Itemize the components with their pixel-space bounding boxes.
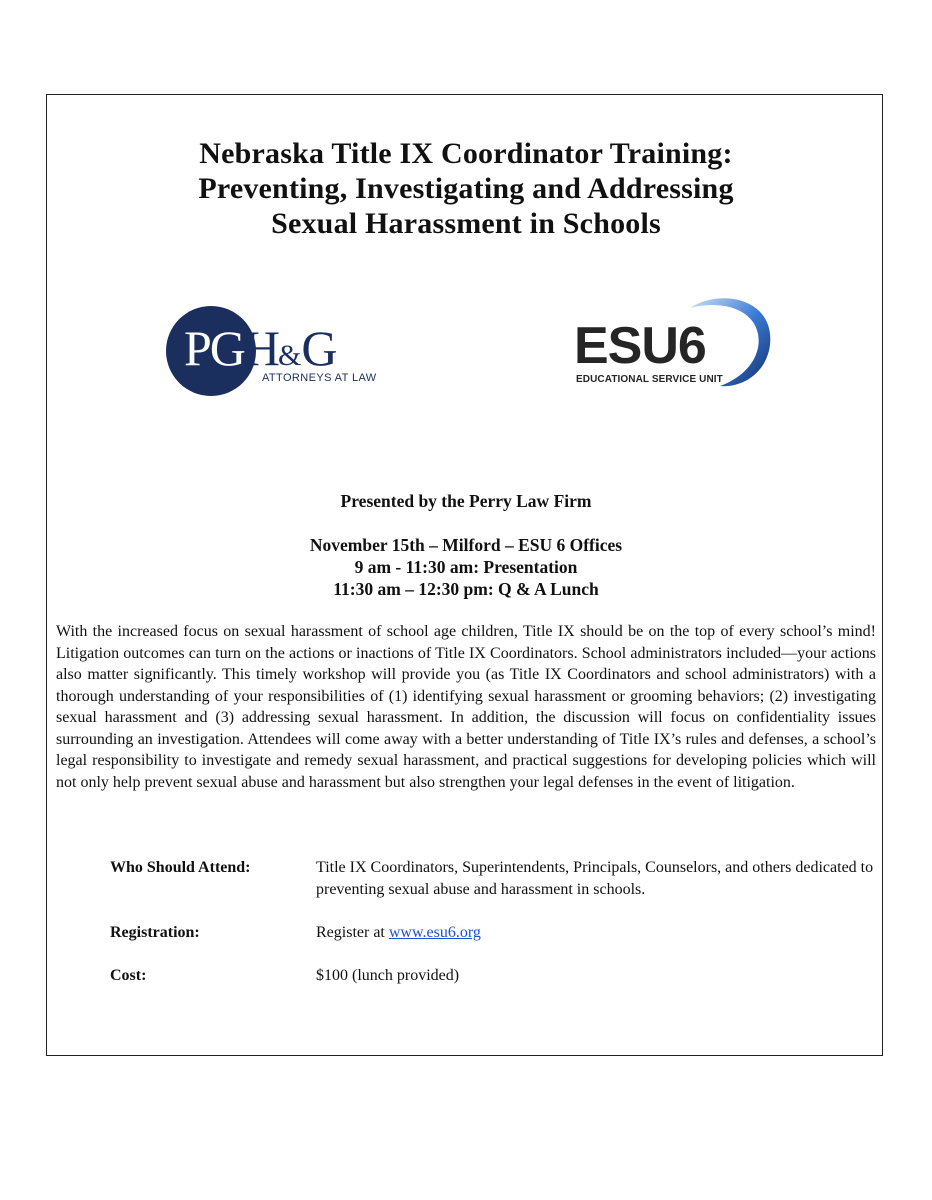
event-date-location: November 15th – Milford – ESU 6 Offices	[309, 535, 623, 555]
pghg-logo-subtitle: ATTORNEYS AT LAW	[262, 372, 377, 384]
event-presentation-time: 9 am - 11:30 am: Presentation	[354, 557, 578, 577]
who-should-attend-value: Title IX Coordinators, Superintendents, Principals, Counselors, and others dedicated to preventing sexual abuse and harassment in schools.	[316, 859, 874, 898]
title-line-2: Preventing, Investigating and Addressing	[198, 172, 734, 205]
who-should-attend-label: Who Should Attend:	[110, 859, 251, 876]
title-line-1: Nebraska Title IX Coordinator Training:	[199, 137, 733, 170]
registration-link[interactable]: www.esu6.org	[388, 924, 481, 941]
registration-prefix: Register at	[316, 924, 389, 941]
presenter-line: Presented by the Perry Law Firm	[340, 491, 592, 511]
event-info	[0, 534, 932, 600]
cost-label: Cost:	[110, 967, 147, 984]
description-paragraph: With the increased focus on sexual harassment of school age children, Title IX should be on the top of every school’s mind! Litigation outcomes can turn on the actions or inactions of Title IX Coordinators. School administrators included—your actions also matter significantly. This timely workshop will provide you (as Title IX Coordinators and school administrators) with a thorough understanding of your responsibilities of (1) identifying sexual harassment or grooming behaviors; (2) investigating sexual harassment and (3) addressing sexual harassment. In addition, the discussion will focus on confidentiality issues surrounding an investigation. Attendees will come away with a better understanding of Title IX’s rules and defenses, a school’s legal responsibility to investigate and remedy sexual harassment, and practical suggestions for developing policies which will not only help prevent sexual abuse and harassment but also strengthen your legal defenses in the event of litigation.	[56, 623, 876, 791]
esu6-logo	[570, 290, 775, 395]
registration-label: Registration:	[110, 924, 200, 941]
pghg-logo-g: G	[301, 320, 336, 376]
pghg-logo	[166, 306, 396, 396]
registration-value	[316, 922, 876, 944]
pghg-logo-amp: &	[278, 339, 302, 372]
event-lunch-time: 11:30 am – 12:30 pm: Q & A Lunch	[333, 579, 599, 599]
flyer-title	[0, 136, 932, 241]
pghg-logo-pg: PG	[184, 320, 244, 376]
esu6-logo-mark: ESU6	[574, 317, 706, 375]
pghg-logo-h: H	[243, 320, 279, 376]
title-line-3: Sexual Harassment in Schools	[271, 207, 661, 240]
cost-value: $100 (lunch provided)	[316, 967, 460, 984]
esu6-logo-subtitle: EDUCATIONAL SERVICE UNIT	[576, 374, 723, 385]
